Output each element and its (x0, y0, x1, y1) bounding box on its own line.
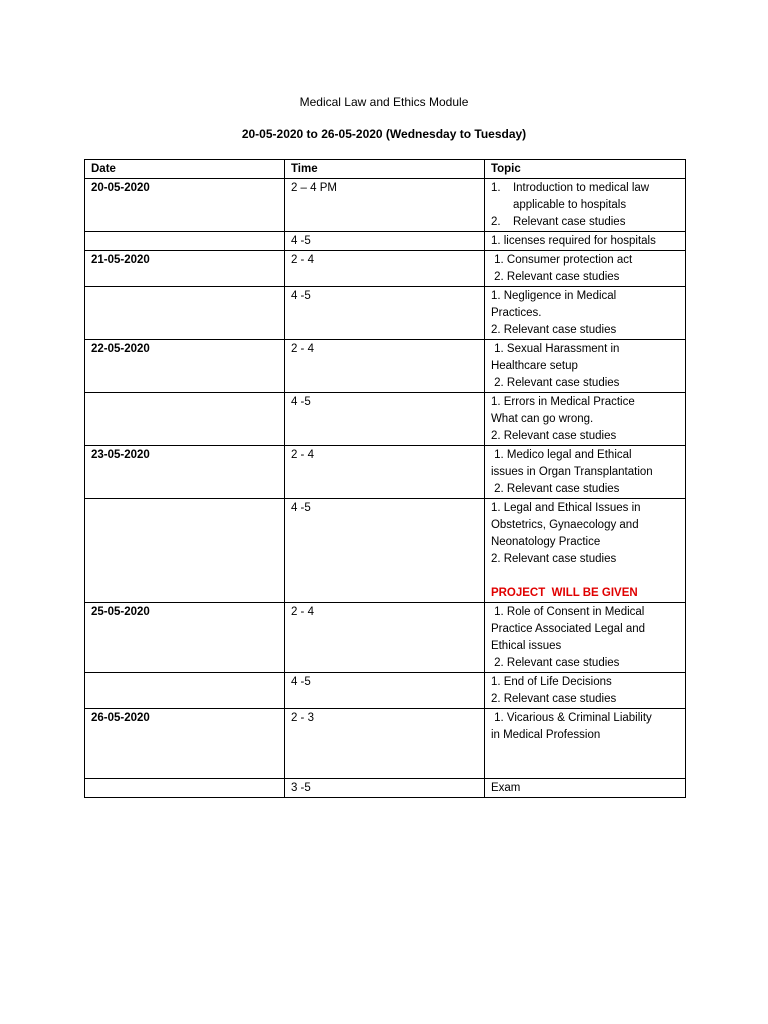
topic-line: 1. Vicarious & Criminal Liability (490, 712, 652, 724)
topic-line: 2. Relevant case studies (490, 271, 620, 283)
date-cell (85, 499, 285, 603)
topic-line: Practices. (490, 307, 542, 319)
topic-list-number: 1. (490, 182, 501, 194)
topic-line: Obstetrics, Gynaecology and (490, 519, 639, 531)
header-topic: Topic (484, 160, 685, 179)
schedule-table (84, 159, 686, 798)
topic-cell (484, 287, 685, 340)
topic-cell (484, 779, 685, 798)
time-cell: 4 -5 (284, 232, 484, 251)
topic-cell (484, 179, 685, 232)
topic-line: 2. Relevant case studies (490, 657, 620, 669)
time-cell: 2 - 4 (284, 251, 484, 287)
topic-cell (484, 232, 685, 251)
topic-line: in Medical Profession (490, 729, 601, 741)
time-cell: 4 -5 (284, 393, 484, 446)
topic-line (491, 744, 679, 761)
topic-line: Exam (490, 782, 521, 794)
table-row (85, 340, 686, 393)
time-cell: 4 -5 (284, 287, 484, 340)
date-cell: 25-05-2020 (85, 603, 285, 673)
date-cell (85, 393, 285, 446)
topic-line: Practice Associated Legal and (490, 623, 646, 635)
date-cell (85, 673, 285, 709)
time-cell: 2 – 4 PM (284, 179, 484, 232)
table-row (85, 446, 686, 499)
topic-line: 1. Medico legal and Ethical (490, 449, 632, 461)
document-title: Medical Law and Ethics Module (299, 95, 469, 109)
topic-cell (484, 251, 685, 287)
topic-line: 1. Sexual Harassment in (490, 343, 620, 355)
table-row (85, 287, 686, 340)
topic-line: 1. Role of Consent in Medical (490, 606, 645, 618)
topic-line (491, 568, 679, 585)
topic-line: 2. Relevant case studies (490, 483, 620, 495)
table-row (85, 673, 686, 709)
table-row (85, 499, 686, 603)
time-cell: 2 - 4 (284, 340, 484, 393)
topic-line: 2. Relevant case studies (490, 430, 617, 442)
date-cell: 23-05-2020 (85, 446, 285, 499)
topic-list-text: Introduction to medical law applicable to hospitals (512, 182, 650, 211)
topic-cell (484, 499, 685, 603)
topic-list-item (491, 180, 679, 214)
topic-cell (484, 393, 685, 446)
topic-line: 1. Negligence in Medical (490, 290, 617, 302)
time-cell: 4 -5 (284, 673, 484, 709)
topic-line: 1. Consumer protection act (490, 254, 633, 266)
table-row (85, 709, 686, 779)
time-cell: 3 -5 (284, 779, 484, 798)
topic-line: 1. licenses required for hospitals (490, 235, 656, 247)
time-cell: 2 - 4 (284, 446, 484, 499)
time-cell: 4 -5 (284, 499, 484, 603)
topic-line: What can go wrong. (490, 413, 594, 425)
topic-list-number: 2. (490, 216, 501, 228)
document-subtitle: 20-05-2020 to 26-05-2020 (Wednesday to Tuesday) (241, 127, 527, 141)
topic-cell (484, 673, 685, 709)
topic-cell (484, 603, 685, 673)
table-header-row (85, 160, 686, 179)
time-cell: 2 - 4 (284, 603, 484, 673)
topic-line: 2. Relevant case studies (490, 324, 617, 336)
topic-list-text: Relevant case studies (512, 216, 626, 228)
topic-line: 2. Relevant case studies (490, 377, 620, 389)
table-row (85, 179, 686, 232)
topic-line: Healthcare setup (490, 360, 578, 372)
topic-cell (484, 446, 685, 499)
topic-line: issues in Organ Transplantation (490, 466, 653, 478)
date-cell: 21-05-2020 (85, 251, 285, 287)
time-cell: 2 - 3 (284, 709, 484, 779)
topic-line: 1. End of Life Decisions (490, 676, 612, 688)
date-cell (85, 232, 285, 251)
table-row (85, 232, 686, 251)
table-row (85, 393, 686, 446)
date-cell: 26-05-2020 (85, 709, 285, 779)
topic-line: Ethical issues (490, 640, 562, 652)
table-row (85, 779, 686, 798)
topic-line: 1. Errors in Medical Practice (490, 396, 635, 408)
topic-cell (484, 709, 685, 779)
topic-line: 1. Legal and Ethical Issues in (490, 502, 641, 514)
date-cell (85, 287, 285, 340)
date-cell: 20-05-2020 (85, 179, 285, 232)
topic-line (491, 761, 679, 778)
date-cell (85, 779, 285, 798)
topic-cell (484, 340, 685, 393)
topic-line: 2. Relevant case studies (490, 693, 617, 705)
header-date: Date (85, 160, 285, 179)
date-cell: 22-05-2020 (85, 340, 285, 393)
header-time: Time (284, 160, 484, 179)
project-note: PROJECT WILL BE GIVEN (490, 587, 638, 599)
topic-line: 2. Relevant case studies (490, 553, 617, 565)
table-row (85, 603, 686, 673)
table-row (85, 251, 686, 287)
topic-line: Neonatology Practice (490, 536, 601, 548)
topic-list-item (491, 214, 679, 231)
